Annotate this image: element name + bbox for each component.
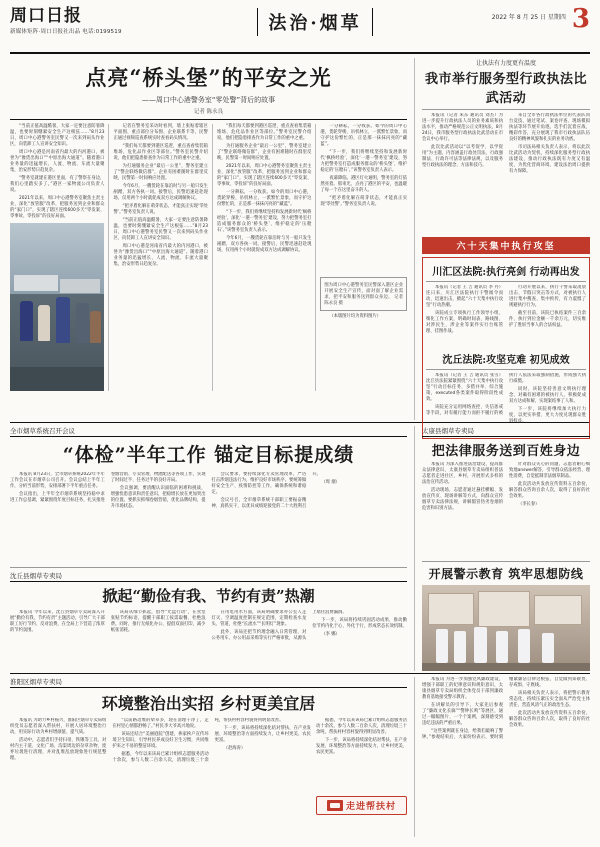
- middle-zone: [10, 426, 590, 671]
- lead-para: 夜幕降临，港区灯火通明，警务室的灯依然亮着。那束光，点亮了港区的平安，也温暖了每一个在这里奋斗的人。: [320, 176, 408, 193]
- divider: [422, 561, 590, 562]
- lead-para: “下一步，我们将继续坚持和发展新时代‘枫桥经验’，深化‘一港一警务室’建设，努力把警务室打造成服务群众的‘桥头堡’、维护稳定的‘压舱石’。”该警务室负责人表示。: [216, 210, 312, 233]
- bot-headline: 环境整治出实招 乡村更美宜居: [101, 694, 316, 713]
- lead-para: “警务室就建在港区里面，有了警察在身边，我们心里踏实多了。”港区一家物流公司负责人说。: [10, 176, 105, 193]
- bot-para: 下一步，该局将持续深化结对帮扶，在产业发展、环境整治等方面持续发力，让乡村更美、农民更富。: [214, 726, 311, 743]
- botright2-para: “这些案例就在身边，给我们敲响了警钟。”参观结束后，大家纷纷表示，要时刻绷紧廉洁自律这根弦，自觉做到知敬畏、存戒惧、守底线。: [422, 677, 590, 740]
- right-para: 此次比武活动以“以考促学、以学促用”为主题，内容涵盖行政处罚法、行政强制法、行政许可法等法律法规，以及服务型行政执法的理念、方法和技巧。: [422, 145, 503, 168]
- right-article-body: [422, 113, 590, 233]
- page-number: 3: [571, 4, 590, 34]
- lead-photo-caption-box: [320, 277, 407, 311]
- bot-band-label: 淮阳区烟草专卖局: [10, 677, 407, 688]
- lead-subheadline: ——周口中心港警务室“零处警”背后的故事: [141, 96, 276, 104]
- botright-para: 针对群众关心的问题，志愿者耐心细致地answer解答，引导群众依法经营、理性消费，自觉抵制非法烟草制品。: [509, 462, 590, 479]
- lead-photo: [10, 223, 104, 391]
- botright2-para: 此次活动共发放宣传资料五百余份，解答群众咨询百余人次，取得了良好的社会效果。: [509, 711, 590, 728]
- campaign-para: 本报讯（记者 王 吉 通讯员 李 丹）连日来，川汇区法院执行干警闻令而动、迅速出击，掀起“六十天集中执行攻坚”行动热潮。: [426, 285, 503, 308]
- masthead-right: [470, 6, 590, 32]
- house-icon: [327, 800, 343, 811]
- lead-byline: 记者 陈永良: [193, 109, 224, 115]
- right-column-top: [414, 58, 590, 424]
- lead-para: “当前正值高温酷暑，大家一定要注意防暑降温，也要时刻绷紧安全生产这根弦……”8月23日，周口中心港警务室民警又一次来到码头作业区，向装卸工人宣讲安全知识。: [10, 124, 105, 147]
- right-column-bottom: [414, 677, 590, 837]
- lead-col-3: [217, 124, 311, 391]
- campaign-para: 行动开展以来，执行干警采取凌晨出击、节假日突击等方式，对被执行人进行集中搜查、集中拘传，有力震慑了规避执行行为。: [509, 285, 586, 308]
- bot-para: 据悉，今年以来该局已累计组织志愿服务活动十余次，参与人数二百余人次，清理垃圾三十余吨，帮扶村村容村貌得到明显改善。: [112, 718, 284, 763]
- lead-para: 周口中心港是河南省内最大的内河港口，被誉为“豫货出海口”“中原出海大通道”。随着港口业务量的迅猛增长，人流、物流、车流大量聚集，治安形势日趋复杂。: [113, 244, 208, 267]
- bot-para: 该局还结合“美丽庭院”创建，挨家挨户宣传环境卫生知识，引导村民养成良好卫生习惯，共同维护来之不易的整洁环境。: [112, 732, 209, 749]
- bot-para: “以前路边堆的柴草多，现在清理干净了，走在村里心情都舒畅了。”村民李大爷高兴地说。: [112, 718, 209, 729]
- lead-para: 为打通服务企业“最后一公里”，警务室建立了“警企联络微信群”，企业有困难随时在群里反映，民警第一时间响应处置。: [216, 144, 312, 161]
- lead-col-2: [113, 124, 207, 391]
- bottom-zone: [10, 677, 590, 837]
- masthead: [10, 6, 590, 54]
- column-logo: [316, 796, 407, 815]
- campaign-para: 该院充分运用网络查控、失信惩戒等手段，对有履行能力而拒不履行的被执行人依法采取强制措施，形成强大执行威慑。: [426, 373, 586, 416]
- mid2-para: （李 娜）: [321, 632, 340, 637]
- newspaper-title: 周口日报: [10, 6, 82, 26]
- campaign-para: 该院成立专项执行工作领导小组，细化工作方案，明确时间表、路线图，对涉民生、涉企业等案件实行台账管理、挂图作战。: [426, 311, 503, 334]
- lead-article: [10, 58, 414, 420]
- right-para: 本报讯（记者 朱东 通讯员 刘杰）为进一步提升行政执法人员的业务素质和执法水平，推动严格规范公正文明执法，8月24日，我市服务型行政执法比武活动在市会议中心举行。: [422, 113, 503, 142]
- right-kicker: 让执法有力度更有温度: [475, 60, 536, 67]
- botright-body-1: [422, 462, 590, 558]
- mid-para: 会议指出，上半年全市烟草系统坚持稳中求进工作总基调，紧紧围绕年度目标任务，扎实推进卷烟营销、专卖管理、物流配送等各项工作，实现了时间过半、任务过半的良好开局。: [10, 472, 206, 503]
- campaign-para: 本报讯（记者 王 吉 通讯员 张雪）沈丘县法院紧紧围绕“六十天集中执行攻坚”行动目标任务，多措并举、综合施策，executed各类案件取得阶段性成效。: [426, 373, 503, 402]
- lead-para: 今年6月，一艘货轮在靠泊时与另一船只发生剐蹭，双方各执一词。接警后，民警迅速赶赴现场，仅用两个小时就促成双方达成调解协议。: [113, 184, 208, 201]
- mid-para: 会议要求，要持续深化专卖管理改革，严厉打击涉烟违法行为，维护良好市场秩序。要统筹做好安全生产、疫情防控等工作，确保系统和谐稳定。: [211, 472, 307, 495]
- divider: [10, 119, 407, 120]
- botright-band-label: 太康县烟草专卖局: [422, 426, 590, 437]
- mid-para: 会议强调，要清醒认识面临的困难和挑战，增强忧患意识和责任意识，把稳增长放在更加突出的位置。要抓实抓细卷烟营销，优化品牌结构，提升市场状态。: [110, 486, 206, 509]
- bot-article-body: [10, 718, 311, 828]
- mid-band-label: 全市烟草系统召开会议: [10, 426, 407, 437]
- bot-para: 据悉，今年以来该局已累计组织志愿服务活动十余次，参与人数二百余人次，清理垃圾三十余吨，帮扶村村容村貌得到明显改善。: [316, 718, 407, 735]
- divider: [426, 369, 586, 370]
- divider: [426, 281, 586, 282]
- campaign-box: [422, 257, 590, 439]
- lead-para: “把矛盾化解在萌芽状态，才能真正实现‘零处警’。”警务室负责人说。: [320, 196, 408, 207]
- issue-date: 2022 年 8 月 25 日 星期四: [491, 14, 566, 21]
- botright-headline-2: 开展警示教育 筑牢思想防线: [428, 567, 584, 581]
- bot-logo-col: [311, 718, 407, 828]
- mid2-para: 在用电用水方面，该局明确要求办公室人走灯灭、空调温度控制在规定范围，定期检查水龙头、管道，杜绝“长流水”“长明灯”现象。: [211, 610, 307, 627]
- section-title: 法治·烟草: [257, 8, 372, 36]
- botright-para: 活动现场，志愿者通过悬挂横幅、发放宣传页、现场讲解等方式，向群众宣传烟草专卖法律法规，讲解假冒伪劣卷烟的危害和识别方法。: [422, 488, 503, 511]
- column-logo-label: 走进帮扶村: [345, 802, 396, 812]
- mid2-para: 下一步，该局将持续巩固活动成果，推动勤俭节约内化于心、外化于行，形成常态长效机制。: [312, 618, 407, 629]
- mid-para: 本报讯 8月23日，全市烟草系统2022年半年工作会议在市烟草公司召开。会议总结上半年工作，分析当前形势，安排部署下半年重点任务。: [10, 472, 105, 489]
- campaign-item1-body: [426, 285, 586, 347]
- campaign-para: 同时，该院坚持善意文明执行理念，对确有困难的被执行人，积极促成双方达成和解，实现案结事了人和。: [509, 387, 586, 404]
- education-photo: [422, 585, 590, 671]
- lead-para: “当前正值高温酷暑，大家一定要注意防暑降温，也要时刻绷紧安全生产这根弦……”8月23日，周口中心港警务室民警又一次来到码头作业区，向装卸工人宣讲安全知识。: [113, 218, 208, 241]
- mid2-band-label: 沈丘县烟草专卖局: [10, 571, 407, 582]
- campaign-para: 下一步，该院将继续加大执行力度，以更实举措、更大力度兑现群众胜诉权益。: [509, 407, 586, 424]
- masthead-left: [10, 6, 160, 36]
- mid-article-body: [10, 472, 407, 564]
- botright-headline-1: 把法律服务送到百姓身边: [431, 444, 581, 459]
- mid-left-article: [10, 426, 414, 671]
- lead-para: 一分耕耘，一分收获。如今的周口中心港，货轮穿梭、吊机林立，一派繁忙景象，而守护这份繁忙的，正是那一抹抹闪亮的“藏蓝”。: [216, 190, 312, 207]
- bot-para: 下一步，该局将持续深化结对帮扶，在产业发展、环境整治等方面持续发力，让乡村更美、农民更富。: [316, 738, 407, 755]
- masthead-center: [160, 6, 470, 36]
- lead-para: 2021年以来，周口中心港警务室聚焦主责主业，深化“放管服”改革，把服务送到企业和群众的“家门口”，实现了辖区连续600多天“零发案、零事故、零投诉”的良好局面。: [216, 164, 312, 187]
- lead-photo-caption: 图为周口中心港警务室民警深入港区企业开展安全生产宣传，面对面了解企业需求，把平安和服务送到群众身边。 记者 陈永良 摄: [324, 283, 404, 306]
- botright-body-2: [422, 677, 590, 827]
- lead-col-1: [10, 124, 104, 391]
- lead-para: 2021年以来，周口中心港警务室聚焦主责主业，深化“放管服”改革，把服务送到企业和群众的“家门口”，实现了辖区连续600多天“零发案、零事故、零投诉”的良好局面。: [10, 196, 105, 219]
- bot-left-article: [10, 677, 414, 837]
- campaign-item1-title: 川汇区法院:执行亮剑 行动再出发: [432, 267, 580, 278]
- lead-para: 周口中心港是河南省内最大的内河港口，被誉为“豫货出海口”“中原出海大通道”。随着港口业务量的迅猛增长，人流、物流、车流大量聚集，治安形势日趋复杂。: [10, 150, 105, 173]
- lead-col-4: [320, 124, 407, 391]
- right-headline: 我市举行服务型行政执法比武活动: [424, 72, 587, 106]
- lead-para: “我们每天都要到港区巡逻，重点查看集装箱堆场、危化品作业区等部位。”警务室民警介绍说，他们把隐患排查作为日常工作的重中之重。: [113, 144, 208, 161]
- mid2-headline: 掀起“勤俭有我、节约有责”热潮: [102, 587, 315, 605]
- bot-para: 活动中，志愿者们手持扫帚、铁锹等工具，对村内主干道、文化广场、沟渠周边的杂草杂物、废弃垃圾进行清理，并对乱堆乱放现象进行规范整理。: [10, 738, 107, 761]
- lead-para: “我们每天都要到港区巡逻，重点查看集装箱堆场、危化品作业区等部位。”警务室民警介绍说，他们把隐患排查作为日常工作的重中之重。: [216, 124, 312, 141]
- mid-para: 会议号召，全市烟草系统干部职工要振奋精神、真抓实干，以优异成绩迎接党的二十大胜利召开。: [211, 472, 321, 509]
- divider: [422, 109, 590, 110]
- bot-para: 本报讯 为助力乡村振兴，淮阳区烟草专卖局组织党员志愿者深入帮扶村，开展人居环境整治行动，用实际行动为乡村增颜值、提气质。: [10, 718, 107, 735]
- lead-para: （本版图片均为资料图片）: [329, 314, 381, 319]
- mid-para: （周 烟）: [321, 480, 340, 485]
- mid2-para: 该局从细节抓起，倡导“光盘行动”，在食堂张贴节约标语，提醒干部职工按需取餐、杜绝浪费。同时，推行无纸化办公，提倡双面打印，减少纸张消耗。: [110, 610, 206, 633]
- botright-para: （李长春）: [518, 502, 540, 507]
- masthead-subtitle: 新媒体矩阵·周口日报社出品 电话:0199519: [10, 29, 122, 35]
- lead-para: “把矛盾化解在萌芽状态，才能真正实现‘零处警’。”警务室负责人说。: [113, 204, 208, 215]
- right-para: 来自全市各行政执法单位的代表队同台竞技，通过笔试、案卷评查、现场模拟执法等环节展开角逐。选手们沉着应战、精彩作答，充分展现了我市行政执法队伍良好的精神风貌和扎实的业务功底。: [509, 113, 590, 142]
- right-column-mid: [414, 426, 590, 671]
- mid2-para: 此外，该局还把节约理念融入日常管理，对公务用车、办公用品采购等实行严格审批，从源头上堵住浪费漏洞。: [211, 610, 347, 641]
- campaign-para: 截至目前，该院已执结案件三百余件，执行到位金额一千余万元，切实维护了胜诉当事人的合法权益。: [509, 311, 586, 328]
- lead-para: “下一步，我们将继续坚持和发展新时代‘枫桥经验’，深化‘一港一警务室’建设，努力把警务室打造成服务群众的‘桥头堡’、维护稳定的‘压舱石’。”该警务室负责人表示。: [320, 150, 408, 173]
- lead-para: 一分耕耘，一分收获。如今的周口中心港，货轮穿梭、吊机林立，一派繁忙景象，而守护这份繁忙的，正是那一抹抹闪亮的“藏蓝”。: [320, 124, 408, 147]
- botright-para: 本报讯 为深入推进法治建设，提高群众法律意识，太康县烟草专卖局组织普法志愿者走进社区、乡村，开展形式多样的法治宣传活动。: [422, 462, 503, 485]
- lead-para: 今年6月，一艘货轮在靠泊时与另一船只发生剐蹭，双方各执一词。接警后，民警迅速赶赴现场，仅用两个小时就促成双方达成调解协议。: [216, 236, 312, 253]
- campaign-item2-title: 沈丘法院:攻坚克难 初见成效: [442, 355, 570, 366]
- botright-para: 此次活动共发放宣传资料五百余份，解答群众咨询百余人次，取得了良好的社会效果。: [509, 482, 590, 499]
- bot-para: （赵海涛）: [223, 746, 246, 751]
- campaign-banner: 六十天集中执行攻坚: [422, 237, 590, 254]
- mid2-para: 本报讯 今年以来，沈丘县烟草专卖局深入开展“勤俭有我、节约有责”主题活动，引导广大干部职工厉行节约、反对浪费，在全局上下营造了浓厚的节约氛围。: [10, 610, 105, 633]
- botright2-para: 该局相关负责人表示，将把警示教育常态化，持续压紧压实全面从严治党主体责任，营造风清气正的政治生态。: [509, 691, 590, 708]
- top-zone: [10, 58, 590, 424]
- lead-para: 为打通服务企业“最后一公里”，警务室建立了“警企联络微信群”，企业有困难随时在群里反映，民警第一时间响应处置。: [113, 164, 208, 181]
- lead-para: 记者在警务室采访时看到，墙上张贴着辖区平面图、重点部位分布图、企业联系卡等，民警正通过视频巡查系统实时查看码头情况。: [113, 124, 208, 141]
- divider: [10, 567, 407, 568]
- lead-headline: 点亮“桥头堡”的平安之光: [85, 65, 332, 90]
- mid-headline: “体检”半年工作 锚定目标提成绩: [62, 444, 355, 466]
- botright2-para: 本报讯 为进一步加强党风廉政建设，增强干部职工的纪律意识和规矩意识，太康县烟草专卖局组织全体党员干部到廉政教育基地接受警示教育。: [422, 677, 503, 700]
- botright2-para: 在讲解员的引导下，大家先后参观了“廉政文化长廊”“警钟长鸣”等展区，通过一幅幅图片、一个个案例，深刻感受到违纪违法的严重后果。: [422, 703, 503, 726]
- right-para: 市司法局相关负责人表示，将以此次比武活动为契机，持续深化服务型行政执法建设，推动行政执法既有力度又有温度，为优化营商环境、建设法治周口提供有力保障。: [509, 145, 590, 174]
